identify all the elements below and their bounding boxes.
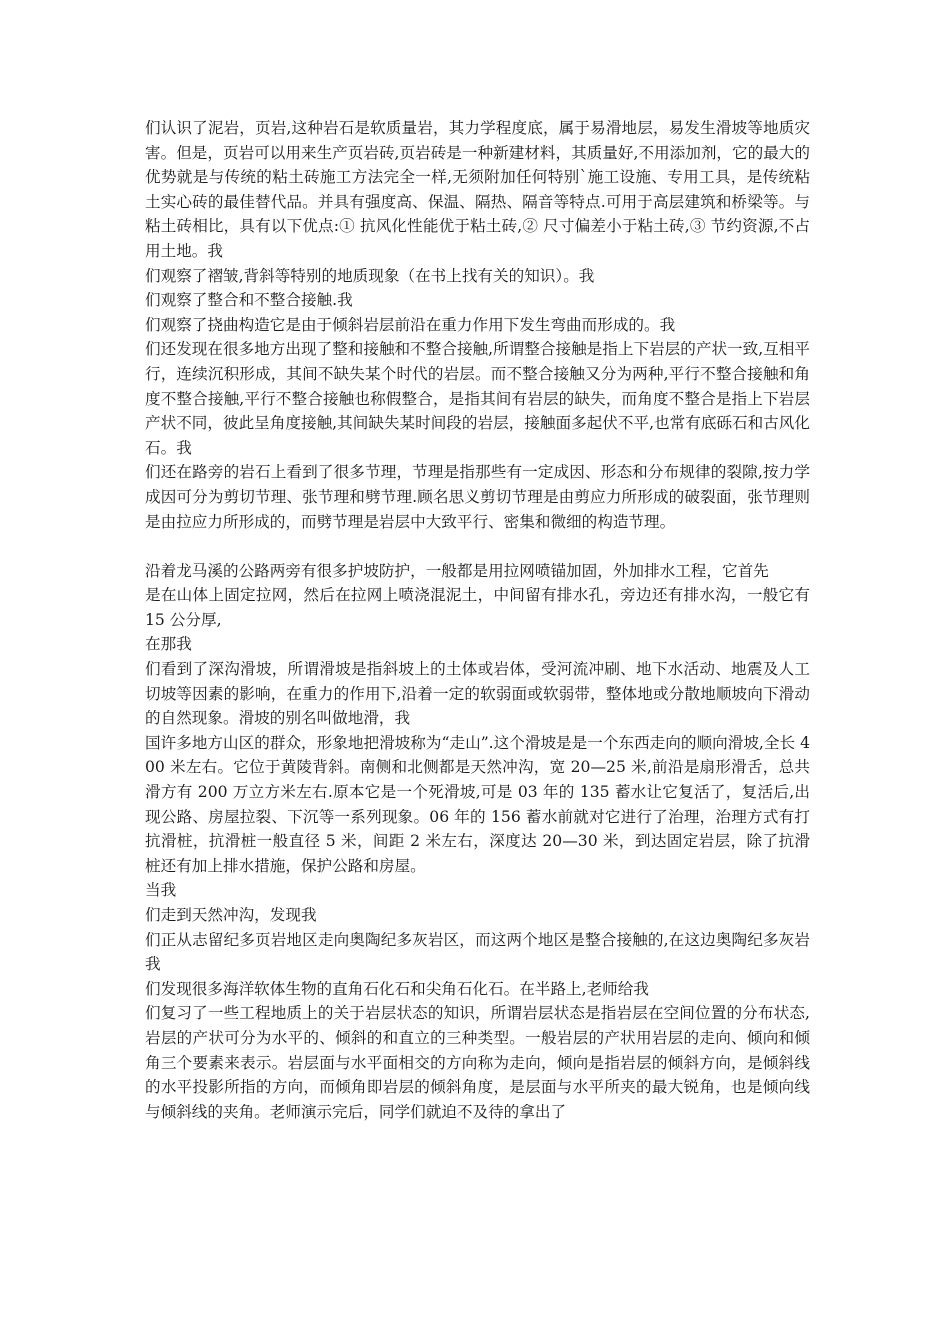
paragraph-fossils: 们发现很多海洋软体生物的直角石化石和尖角石化石。在半路上,老师给我 bbox=[145, 979, 649, 998]
paragraph-spacer bbox=[145, 534, 810, 559]
paragraph-when: 当我 bbox=[145, 881, 177, 900]
paragraph-landslide-details: 国许多地方山区的群众，形象地把滑坡称为“走山”.这个滑坡是是一个东西走向的顺向滑坡,全长 400 米左右。它位于黄陵背斜。南侧和北侧都是天然冲沟，宽 20—25 米,前沿是扇形滑舌，总共滑方有 200 万立方米左右.原本它是一个死滑坡,可是 03 年的 135 蓄水让它复活了，复活后,出现公路、房屋拉裂、下沉等一系列现象。06 年的 156 蓄水前就对它进行了治理，治理方式有打抗滑桩，抗滑桩一般直径 5 米，间距 2 米左右，深度达 20—30 米，到达固定岩层，除了抗滑桩还有加上排水措施，保护公路和房屋。 bbox=[145, 733, 810, 875]
paragraph-contact: 们观察了整合和不整合接触.我 bbox=[145, 291, 353, 310]
paragraph-flexure: 们观察了挠曲构造它是由于倾斜岩层前沿在重力作用下发生弯曲而形成的。我 bbox=[145, 315, 676, 334]
paragraph-shale: 们认识了泥岩，页岩,这种岩石是软质量岩，其力学程度底，属于易滑地层，易发生滑坡等地质灾害。但是，页岩可以用来生产页岩砖,页岩砖是一种新建材料，其质量好,不用添加剂，它的最大的优势就是与传统的粘土砖施工方法完全一样,无须附加任何特别`施工设施、专用工具，是传统粘土实心砖的最佳替代品。并具有强度高、保温、隔热、隔音等特点.可用于高层建筑和桥梁等。与粘土砖相比，具有以下优点:① 抗风化性能优于粘土砖,② 尺寸偏差小于粘土砖,③ 节约资源,不占用土地。我 bbox=[145, 119, 810, 260]
document-body bbox=[145, 116, 810, 1124]
paragraph-silurian-ordovician: 们正从志留纪多页岩地区走向奥陶纪多灰岩区，而这两个地区是整合接触的,在这边奥陶纪多灰岩我 bbox=[145, 930, 810, 974]
paragraph-gully: 们走到天然冲沟，发现我 bbox=[145, 906, 317, 924]
paragraph-slope-protection: 沿着龙马溪的公路两旁有很多护坡防护，一般都是用拉网喷锚加固，外加排水工程，它首先 bbox=[145, 561, 769, 580]
paragraph-netting: 是在山体上固定拉网，然后在拉网上喷浇混泥土，中间留有排水孔，旁边还有排水沟，一般它有 15 公分厚, bbox=[145, 586, 810, 629]
paragraph-there: 在那我 bbox=[145, 635, 192, 654]
paragraph-joints: 们还在路旁的岩石上看到了很多节理，节理是指那些有一定成因、形态和分布规律的裂隙,按力学成因可分为剪切节理、张节理和劈节理.顾名思义剪切节理是由剪应力所形成的破裂面，张节理则是由拉应力所形成的，而劈节理是岩层中大致平行、密集和微细的构造节理。 bbox=[145, 463, 810, 531]
paragraph-landslide-definition: 们看到了深沟滑坡，所谓滑坡是指斜坡上的土体或岩体，受河流冲刷、地下水活动、地震及人工切坡等因素的影响，在重力的作用下,沿着一定的软弱面或软弱带，整体地或分散地顺坡向下滑动的自然现象。滑坡的别名叫做地滑，我 bbox=[145, 660, 810, 728]
paragraph-folds: 们观察了褶皱,背斜等特别的地质现象（在书上找有关的知识）。我 bbox=[145, 266, 595, 285]
paragraph-attitude: 们复习了一些工程地质上的关于岩层状态的知识，所谓岩层状态是指岩层在空间位置的分布状态,岩层的产状可分为水平的、倾斜的和直立的三种类型。一般岩层的产状用岩层的走向、倾向和倾角三个要素来表示。岩层面与水平面相交的方向称为走向，倾向是指岩层的倾斜方向，是倾斜线的水平投影所指的方向，而倾角即岩层的倾斜角度，是层面与水平所夹的最大锐角，也是倾向线与倾斜线的夹角。老师演示完后，同学们就迫不及待的拿出了 bbox=[145, 1004, 810, 1121]
paragraph-unconformity: 们还发现在很多地方出现了整和接触和不整合接触,所谓整合接触是指上下岩层的产状一致,互相平行，连续沉积形成，其间不缺失某个时代的岩层。而不整合接触又分为两种,平行不整合接触和角度不整合接触,平行不整合接触也称假整合，是指其间有岩层的缺失，而角度不整合是指上下岩层产状不同，彼此呈角度接触,其间缺失某时间段的岩层，接触面多起伏不平,也常有底砾石和古风化石。我 bbox=[145, 340, 810, 457]
